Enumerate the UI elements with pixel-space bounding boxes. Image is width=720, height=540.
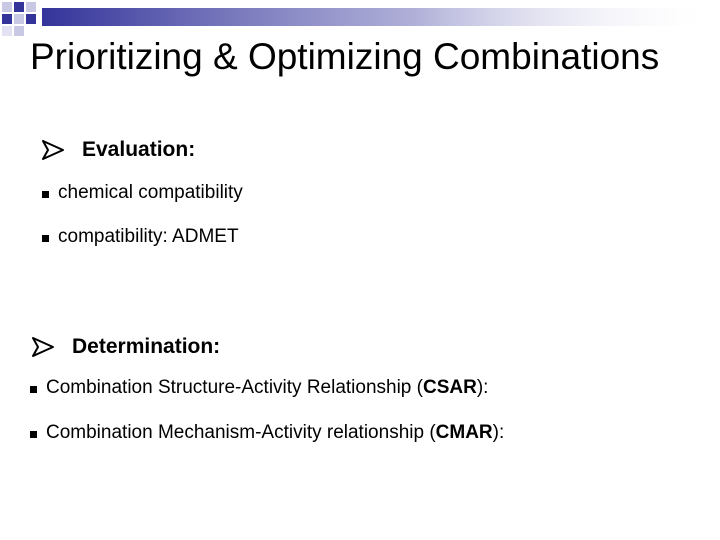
section-heading-determination (30, 335, 220, 359)
arrowhead-icon (40, 140, 66, 160)
list-item-text: compatibility: ADMET (58, 226, 239, 247)
arrowhead-icon (30, 337, 56, 357)
square-bullet-icon (42, 191, 49, 198)
list-item (30, 422, 504, 444)
list-item (30, 377, 488, 399)
list-item-text: Combination Mechanism-Activity relationship (CMAR): (46, 422, 505, 443)
list-item (42, 226, 239, 248)
acronym-csar: CSAR (423, 377, 477, 398)
list-item (42, 182, 243, 204)
list-item-text: Combination Structure-Activity Relationship (CSAR): (46, 377, 489, 398)
slide-title: Prioritizing & Optimizing Combinations (30, 36, 660, 77)
section-heading-text: Evaluation: (82, 138, 196, 161)
section-heading-evaluation (40, 138, 195, 162)
acronym-cmar: CMAR (435, 422, 493, 443)
square-bullet-icon (42, 235, 49, 242)
square-bullet-icon (30, 431, 37, 438)
section-heading-text: Determination: (72, 335, 221, 358)
square-bullet-icon (30, 386, 37, 393)
list-item-text: chemical compatibility (58, 182, 243, 203)
